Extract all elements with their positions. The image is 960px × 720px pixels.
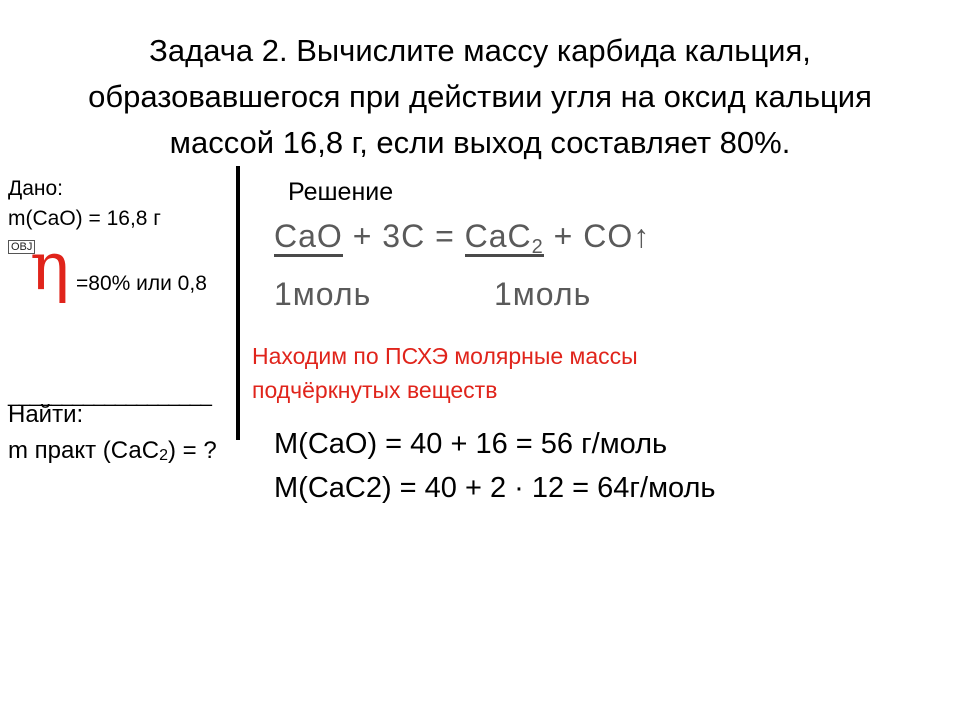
equation-cac-subscript: 2 <box>531 236 544 258</box>
reaction-equation <box>274 216 650 267</box>
equation-plus: + <box>553 218 574 254</box>
equation-plus: + <box>352 218 373 254</box>
given-yield: =80% или 0,8 <box>76 272 207 295</box>
equation-equals: = <box>435 218 455 254</box>
note-line-2: подчёркнутых веществ <box>252 377 498 403</box>
find-question-subscript: 2 <box>159 447 168 464</box>
find-question-prefix: m практ (СаС <box>8 437 160 464</box>
equation-cao: CaO <box>274 218 343 257</box>
equation-cac2 <box>465 218 544 257</box>
molar-mass-cao: M(CaO) = 40 + 16 = 56 г/моль <box>274 428 668 460</box>
given-mass: m(CaO) = 16,8 г <box>8 207 161 230</box>
mol-right: 1моль <box>494 276 592 312</box>
solution-label: Решение <box>288 178 394 206</box>
given-label: Дано: <box>8 177 64 200</box>
equation-carbon: 3C <box>382 218 426 254</box>
problem-title: Задача 2. Вычислите массу карбида кальция, образовавшегося при действии угля на оксид кальция массой 16,8 г, если выход составляет 80%. <box>88 33 872 160</box>
note-line-1: Находим по ПСХЭ молярные массы <box>252 343 638 369</box>
molar-mass-cac2: M(CaC2) = 40 + 2 · 12 = 64г/моль <box>274 472 716 504</box>
equation-co: CO↑ <box>583 218 651 254</box>
find-question-suffix: ) = ? <box>167 437 217 464</box>
mol-left: 1моль <box>274 276 372 312</box>
equation-cac: CaC <box>464 218 532 254</box>
find-question <box>8 436 217 471</box>
find-label: Найти: <box>8 401 84 428</box>
separator-line: ___________________ <box>8 384 211 407</box>
eta-symbol: η <box>30 228 70 305</box>
vertical-divider <box>236 166 240 440</box>
placeholder-glyph: ОВЈ <box>8 240 35 254</box>
